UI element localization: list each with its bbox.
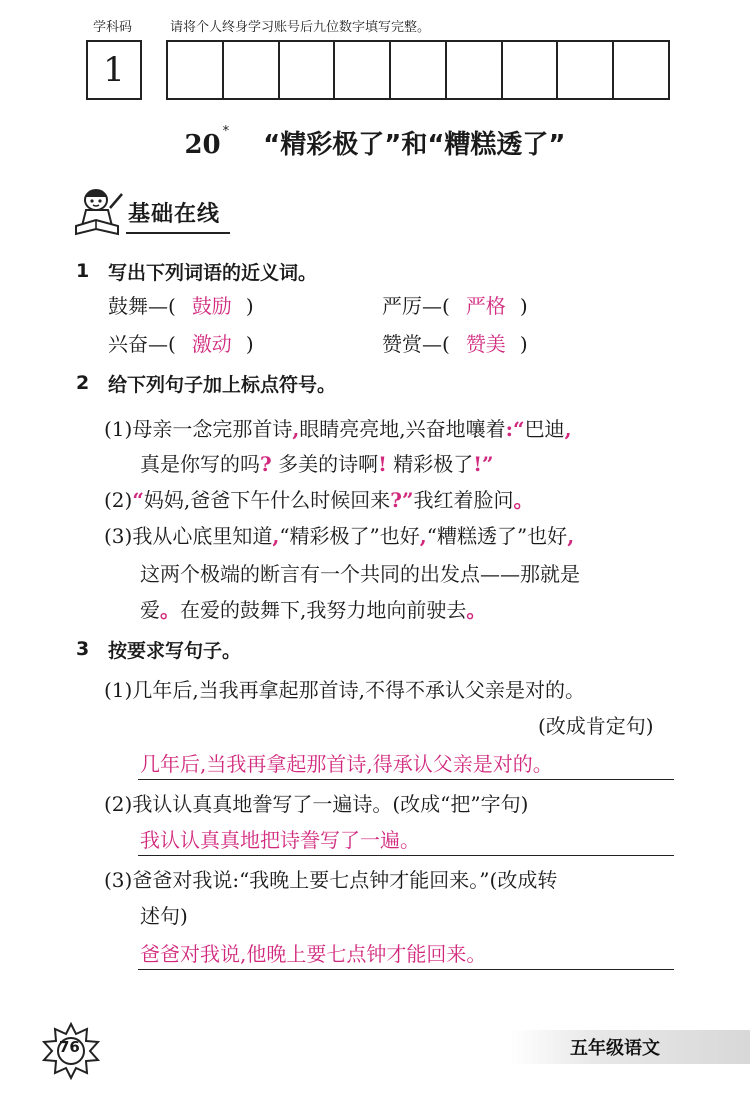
added-punctuation: “ bbox=[132, 488, 144, 512]
synonym-close: ) bbox=[245, 332, 254, 356]
sentence-text: 巴迪 bbox=[524, 417, 565, 441]
digit-box[interactable] bbox=[558, 42, 614, 98]
answer-underline bbox=[138, 969, 674, 970]
answer-underline bbox=[138, 855, 674, 856]
page-number: 76 bbox=[59, 1038, 80, 1056]
digit-box[interactable] bbox=[614, 42, 668, 98]
sentence-text: “糟糕透了”也好 bbox=[426, 524, 568, 548]
added-punctuation: , bbox=[292, 417, 300, 441]
sentence-3-2: (2)我认认真真地誊写了一遍诗。(改成“把”字句) bbox=[104, 792, 529, 816]
digit-box[interactable] bbox=[503, 42, 559, 98]
answer-3-3: 爸爸对我说,他晚上要七点钟才能回来。 bbox=[140, 942, 487, 966]
section-heading bbox=[72, 186, 220, 238]
sentence-text: 多美的诗啊 bbox=[271, 452, 379, 476]
synonym-answer: 严格 bbox=[465, 294, 506, 318]
subject-code-box: 1 bbox=[86, 40, 142, 100]
synonym-word: 兴奋—( bbox=[108, 332, 176, 356]
synonym-answer: 赞美 bbox=[465, 332, 506, 356]
synonym-item bbox=[382, 330, 528, 358]
lesson-title bbox=[0, 124, 750, 161]
sentence-2-3-line-1 bbox=[104, 522, 574, 550]
added-punctuation: 。 bbox=[513, 488, 534, 512]
added-punctuation: , bbox=[419, 524, 427, 548]
synonym-word: 鼓舞—( bbox=[108, 294, 176, 318]
sentence-text: 精彩极了 bbox=[386, 452, 474, 476]
digit-box[interactable] bbox=[280, 42, 336, 98]
answer-3-2: 我认认真真地把诗誊写了一遍。 bbox=[140, 828, 420, 852]
account-instruction: 请将个人终身学习账号后九位数字填写完整。 bbox=[170, 20, 431, 35]
sentence-text: “精彩极了”也好 bbox=[279, 524, 420, 548]
question-3-prompt bbox=[108, 636, 241, 665]
added-punctuation: ? bbox=[260, 452, 272, 476]
synonym-item bbox=[382, 292, 528, 320]
sentence-text: 真是你写的吗 bbox=[140, 452, 260, 476]
sentence-text: 我红着脸问 bbox=[413, 488, 514, 512]
section-title: 基础在线 bbox=[126, 197, 220, 228]
sentence-2-3-line-2 bbox=[140, 560, 580, 588]
added-punctuation: !” bbox=[473, 452, 494, 476]
synonym-item bbox=[108, 330, 254, 358]
synonym-close: ) bbox=[519, 294, 528, 318]
digit-box[interactable] bbox=[335, 42, 391, 98]
question-1-prompt bbox=[108, 258, 317, 287]
sentence-text: (1)母亲一念完那首诗 bbox=[104, 417, 293, 441]
reading-child-icon bbox=[72, 186, 126, 238]
digit-box[interactable] bbox=[391, 42, 447, 98]
sentence-3-1: (1)几年后,当我再拿起那首诗,不得不承认父亲是对的。 bbox=[104, 678, 586, 702]
added-punctuation: 。 bbox=[160, 598, 180, 622]
added-punctuation: ! bbox=[378, 452, 387, 476]
added-punctuation: , bbox=[567, 524, 575, 548]
sentence-text: 在爱的鼓舞下,我努力地向前驶去 bbox=[180, 598, 467, 622]
added-punctuation: , bbox=[272, 524, 280, 548]
digit-box[interactable] bbox=[447, 42, 503, 98]
added-punctuation: 。 bbox=[466, 598, 487, 622]
digit-box[interactable] bbox=[168, 42, 224, 98]
grade-label: 五年级语文 bbox=[570, 1038, 660, 1059]
question-text: 写出下列词语的近义词。 bbox=[108, 262, 318, 284]
question-text: 给下列句子加上标点符号。 bbox=[108, 374, 337, 396]
question-2-prompt bbox=[108, 370, 336, 399]
sentence-text: 这两个极端的断言有一个共同的出发点——那就是 bbox=[140, 562, 580, 586]
sentence-2-2 bbox=[104, 486, 533, 514]
synonym-word: 严厉—( bbox=[382, 294, 450, 318]
added-punctuation: , bbox=[564, 417, 572, 441]
sentence-text: 妈妈,爸爸下午什么时候回来 bbox=[143, 488, 391, 512]
synonym-answer: 激动 bbox=[191, 332, 232, 356]
added-punctuation: :“ bbox=[505, 417, 525, 441]
synonym-answer: 鼓励 bbox=[191, 294, 232, 318]
sentence-2-3-line-3 bbox=[140, 596, 486, 624]
sentence-text: 眼睛亮亮地,兴奋地嚷着 bbox=[299, 417, 506, 441]
sentence-2-1-line-2 bbox=[140, 450, 494, 478]
synonym-close: ) bbox=[245, 294, 254, 318]
sentence-3-3-line-1: (3)爸爸对我说:“我晚上要七点钟才能回来。”(改成转 bbox=[104, 868, 558, 892]
added-punctuation: ?” bbox=[390, 488, 414, 512]
lesson-number: 20 bbox=[184, 130, 221, 160]
sentence-text: (2) bbox=[104, 488, 133, 512]
subject-code-label: 学科码 bbox=[93, 20, 133, 35]
answer-3-1: 几年后,当我再拿起那首诗,得承认父亲是对的。 bbox=[140, 752, 553, 776]
question-text: 按要求写句子。 bbox=[108, 640, 242, 662]
synonym-item bbox=[108, 292, 254, 320]
digit-box[interactable] bbox=[224, 42, 280, 98]
synonym-close: ) bbox=[519, 332, 528, 356]
sentence-text: (3)我从心底里知道 bbox=[104, 524, 273, 548]
sentence-2-1-line-1 bbox=[104, 415, 572, 443]
question-number: 3 bbox=[76, 638, 90, 660]
rewrite-instruction: (改成肯定句) bbox=[538, 714, 654, 738]
synonym-word: 赞赏—( bbox=[382, 332, 450, 356]
lesson-star: * bbox=[222, 124, 230, 139]
sentence-3-3-line-2: 述句) bbox=[140, 904, 188, 928]
question-number: 2 bbox=[76, 372, 90, 394]
account-digit-boxes bbox=[166, 40, 670, 100]
lesson-title-text: “精彩极了”和“糟糕透了” bbox=[263, 130, 566, 160]
question-number: 1 bbox=[76, 260, 90, 282]
sentence-text: 爱 bbox=[140, 598, 160, 622]
answer-underline bbox=[138, 779, 674, 780]
